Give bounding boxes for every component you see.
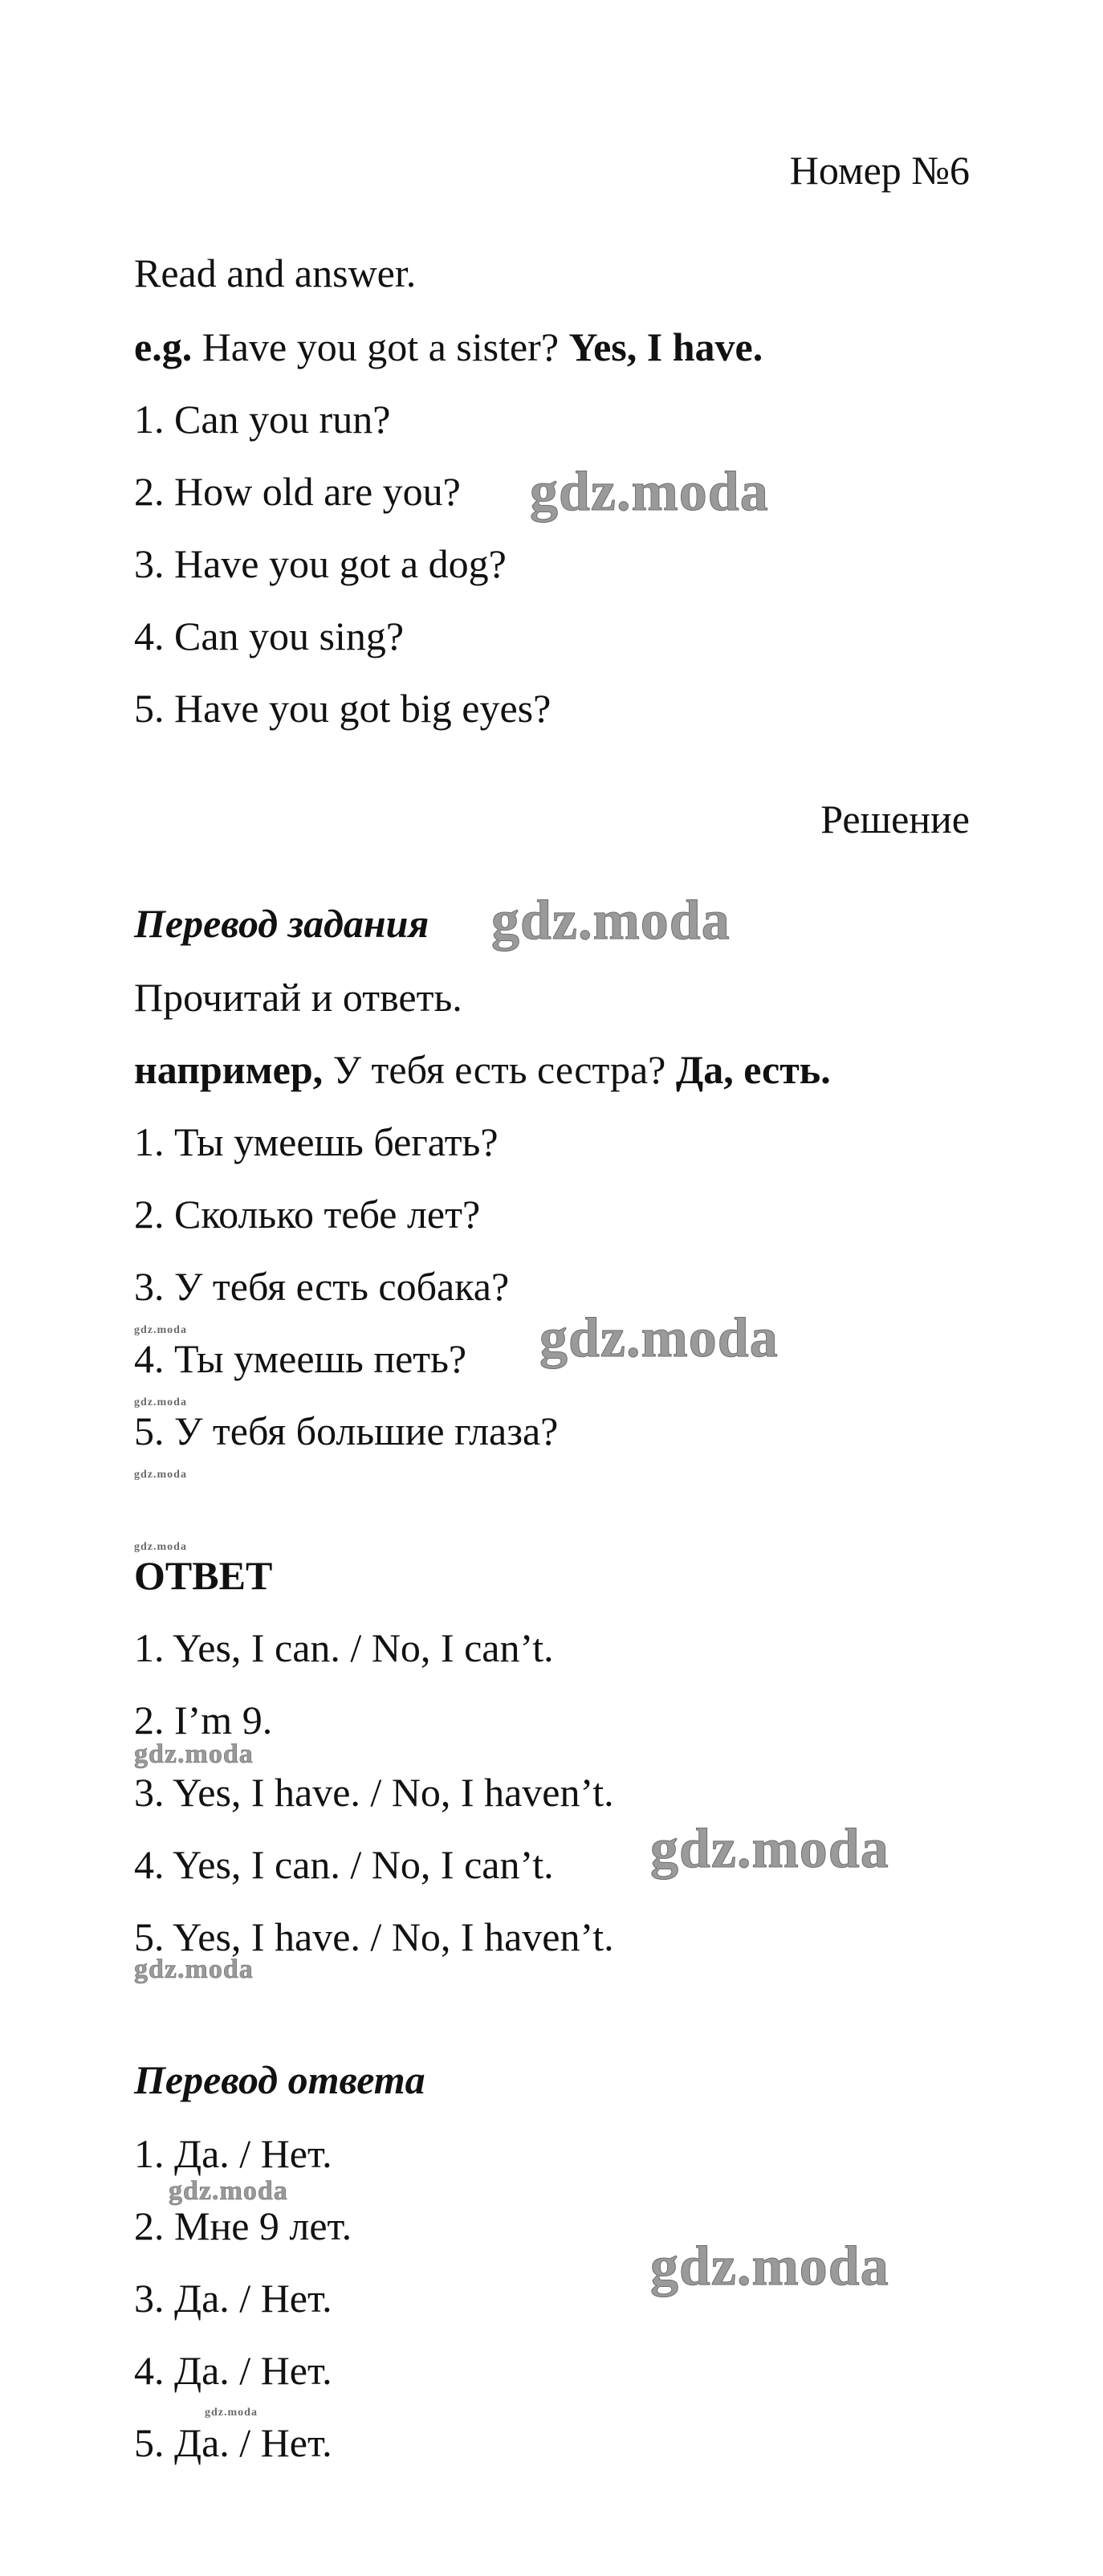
answer-translation-heading: Перевод ответа [134,2057,425,2102]
answer-translation-item-1: 1. Да. / Нет. [134,2131,332,2176]
task-item-5: 5. Have you got big eyes? [134,686,552,731]
watermark: gdz.moda [134,1396,187,1408]
translation-example-answer: Да, есть. [675,1047,831,1092]
answer-item-2: 2. I’m 9. [134,1698,273,1742]
watermark: gdz.moda [134,1739,254,1769]
translation-item-2: 2. Сколько тебе лет? [134,1192,481,1237]
page-number-title: Номер №6 [789,148,970,193]
answer-item-4: 4. Yes, I can. / No, I can’t. [134,1842,554,1887]
translation-example [134,1045,831,1094]
translation-instruction: Прочитай и ответь. [134,975,462,1020]
translation-item-5: 5. У тебя большие глаза? [134,1408,559,1453]
watermark: gdz.moda [134,1954,254,1984]
translation-item-3: 3. У тебя есть собака? [134,1264,510,1309]
solution-label: Решение [820,797,970,842]
watermark: gdz.moda [134,1324,187,1336]
answer-translation-item-3: 3. Да. / Нет. [134,2276,332,2321]
task-item-4: 4. Can you sing? [134,613,405,658]
watermark: gdz.moda [530,461,769,523]
watermark: gdz.moda [491,890,731,952]
watermark: gdz.moda [539,1307,779,1369]
translation-example-question: У тебя есть сестра? [323,1047,676,1092]
example-question: Have you got a sister? [192,324,569,369]
translation-item-1: 1. Ты умеешь бегать? [134,1119,499,1164]
answer-heading: ОТВЕТ [134,1553,273,1598]
watermark: gdz.moda [650,2236,889,2297]
translation-item-4: 4. Ты умеешь петь? [134,1336,467,1381]
example-answer: Yes, I have. [568,324,763,369]
watermark: gdz.moda [205,2407,258,2419]
task-instruction: Read and answer. [134,251,417,296]
translation-example-prefix: например, [134,1047,324,1092]
answer-translation-item-2: 2. Мне 9 лет. [134,2203,352,2248]
task-example [134,323,763,371]
answer-translation-item-4: 4. Да. / Нет. [134,2348,332,2393]
answer-item-1: 1. Yes, I can. / No, I can’t. [134,1625,554,1670]
answer-item-5: 5. Yes, I have. / No, I haven’t. [134,1914,614,1959]
watermark: gdz.moda [169,2176,288,2206]
answer-translation-item-5: 5. Да. / Нет. [134,2420,332,2465]
watermark: gdz.moda [134,1541,187,1553]
task-item-3: 3. Have you got a dog? [134,541,507,586]
watermark: gdz.moda [134,1469,187,1481]
watermark: gdz.moda [650,1818,889,1880]
task-item-2: 2. How old are you? [134,469,461,514]
answer-item-3: 3. Yes, I have. / No, I haven’t. [134,1770,614,1815]
task-item-1: 1. Can you run? [134,397,391,442]
example-prefix: e.g. [134,324,193,369]
translation-heading: Перевод задания [134,901,429,946]
